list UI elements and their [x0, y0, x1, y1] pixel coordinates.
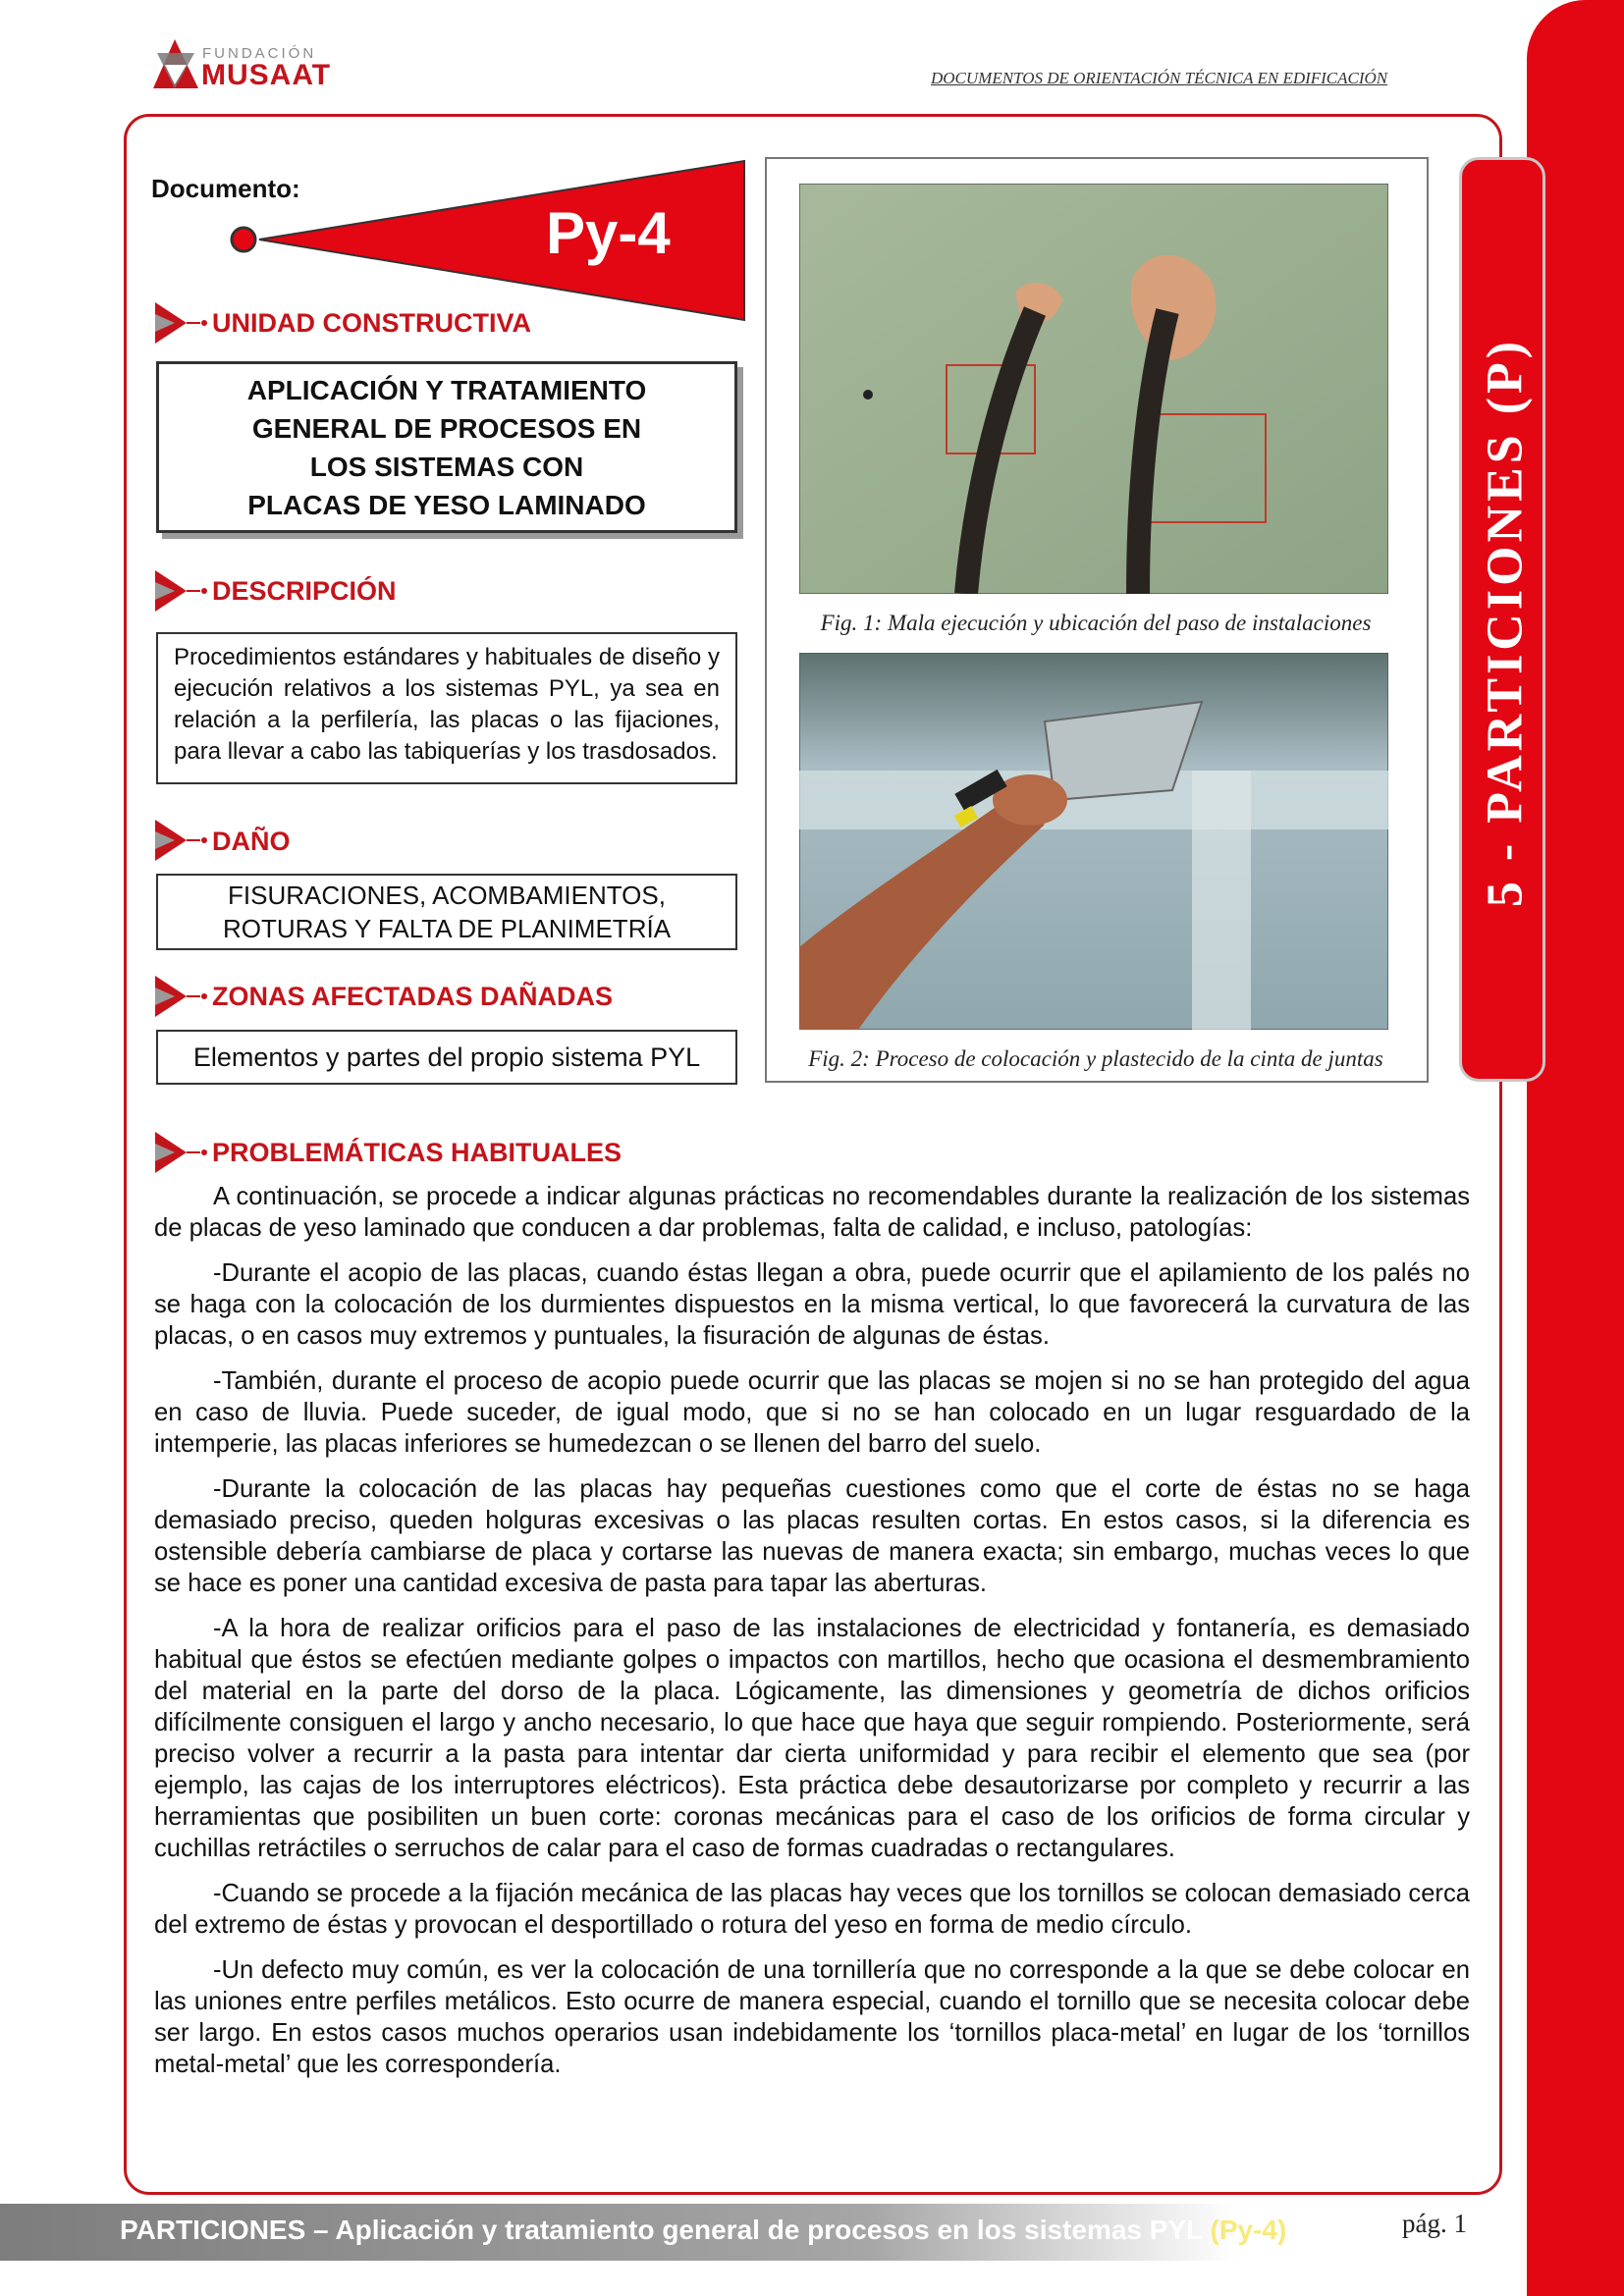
body-paragraph: -Durante el acopio de las placas, cuando éstas llegan a obra, puede ocurrir que el apilamiento de los palés no se haga con la colocación de los durmientes dispuestos en la misma vertical, lo que favorecerá la curvatura de las placas, o en casos muy extremos y puntuales, la fisuración de algunas de éstas.	[154, 1259, 1470, 1350]
body-paragraph: -Cuando se procede a la fijación mecánica de las placas hay veces que los tornillos se colocan demasiado cerca del extremo de éstas y provocan el desportillado o rotura del yeso en forma de medio círculo.	[154, 1880, 1470, 1939]
figure-2-photo	[799, 653, 1388, 1030]
section-bullet-icon	[151, 1130, 208, 1175]
document-label: Documento:	[151, 174, 300, 203]
section-bullet-icon	[151, 974, 208, 1019]
section-title-problematicas: PROBLEMÁTICAS HABITUALES	[212, 1138, 622, 1167]
body-paragraph: -También, durante el proceso de acopio puede ocurrir que las placas se mojen si no se han protegido del agua en caso de lluvia. Puede suceder, de igual modo, que si no se han colocado en un lugar resguardado de la intemperie, las placas inferiores se humedezcan o se llenen del barro del suelo.	[154, 1367, 1470, 1458]
figure-2-caption: Fig. 2: Proceso de colocación y plastecido de la cinta de juntas	[808, 1046, 1383, 1071]
page-number: pág. 1	[1402, 2209, 1467, 2238]
descripcion-box: Procedimientos estándares y habituales de diseño y ejecución relativos a los sistemas PYL, ya sea en relación a la perfilería, las placas o las fijaciones, para llevar a cabo las tabiquerías y los trasdosados.	[156, 632, 737, 784]
body-paragraph: A continuación, se procede a indicar algunas prácticas no recomendables durante la realización de los sistemas de placas de yeso laminado que conducen a dar problemas, falta de calidad, e incluso, patologías:	[154, 1183, 1470, 1242]
section-title-zonas: ZONAS AFECTADAS DAÑADAS	[212, 982, 613, 1011]
logo-brand-text: MUSAAT	[201, 59, 332, 91]
footer-title-text: PARTICIONES – Aplicación y tratamiento general de procesos en los sistemas PYL	[120, 2215, 1203, 2245]
musaat-logo-icon	[149, 35, 200, 92]
unidad-box	[156, 361, 737, 533]
category-side-tab	[1459, 157, 1545, 1082]
document-series-title: DOCUMENTOS DE ORIENTACIÓN TÉCNICA EN EDIFICACIÓN	[931, 69, 1388, 87]
document-code: Py-4	[546, 200, 671, 266]
logo-foundation-text: FUNDACIÓN	[202, 45, 317, 62]
dano-box	[156, 874, 737, 950]
category-side-tab-label: 5 - PARTICIONES (P)	[1477, 337, 1534, 908]
section-bullet-icon	[151, 300, 208, 346]
dano-line: FISURACIONES, ACOMBAMIENTOS,	[228, 881, 666, 910]
section-bullet-icon	[151, 568, 208, 614]
footer-doc-code: (Py-4)	[1210, 2215, 1287, 2245]
footer-title	[120, 2215, 1286, 2246]
section-title-unidad: UNIDAD CONSTRUCTIVA	[212, 308, 531, 338]
body-text	[154, 1181, 1470, 2094]
figure-1-photo	[799, 184, 1388, 594]
body-paragraph: -Un defecto muy común, es ver la colocación de una tornillería que no corresponde a la que se debe colocar en las uniones entre perfiles metálicos. Esto ocurre de manera especial, cuando el tornillo que se necesita colocar debe ser largo. En estos casos muchos operarios usan indebidamente los ‘tornillos placa-metal’ en lugar de los ‘tornillos metal-metal’ que les correspondería.	[154, 1956, 1470, 2078]
unidad-line: PLACAS DE YESO LAMINADO	[247, 489, 646, 520]
unidad-line: GENERAL DE PROCESOS EN	[251, 412, 642, 444]
dano-line: ROTURAS Y FALTA DE PLANIMETRÍA	[222, 914, 672, 943]
section-title-descripcion: DESCRIPCIÓN	[212, 576, 397, 606]
body-paragraph: -A la hora de realizar orificios para el paso de las instalaciones de electricidad y fontanería, es demasiado habitual que éstos se efectúen mediante golpes o impactos con martillos, hecho que ocasiona el desmembramiento del material en la parte del dorso de la placa. Lógicamente, las dimensiones y geometría de dichos orificios difícilmente consiguen el largo y ancho necesario, lo que hace que haya que seguir rompiendo. Posteriormente, será preciso volver a recurrir a la pasta para intentar dar cierta uniformidad y para recibir el elemento que sea (por ejemplo, las cajas de los interruptores eléctricos). Esta práctica debe desautorizarse por completo y recurrir a las herramientas que posibiliten un buen corte: coronas mecánicas para el caso de los orificios de forma circular y cuchillas retráctiles o serruchos de calar para el caso de formas cuadradas o rectangulares.	[154, 1615, 1470, 1862]
body-paragraph: -Durante la colocación de las placas hay pequeñas cuestiones como que el corte de éstas no se haga demasiado preciso, queden holguras excesivas o las placas resulten cortas. En estos casos, si la diferencia es ostensible debería cambiarse de placa y cortarse las nuevas de manera exacta; sin embargo, muchas veces lo que se hace es poner una cantidad excesiva de pasta para tapar las aberturas.	[154, 1475, 1470, 1597]
unidad-line: LOS SISTEMAS CON	[309, 451, 584, 482]
section-title-dano: DAÑO	[212, 827, 291, 856]
zonas-box: Elementos y partes del propio sistema PYL	[156, 1030, 737, 1085]
section-bullet-icon	[151, 818, 208, 863]
figure-1-caption: Fig. 1: Mala ejecución y ubicación del paso de instalaciones	[820, 611, 1372, 635]
unidad-line: APLICACIÓN Y TRATAMIENTO	[246, 374, 647, 405]
